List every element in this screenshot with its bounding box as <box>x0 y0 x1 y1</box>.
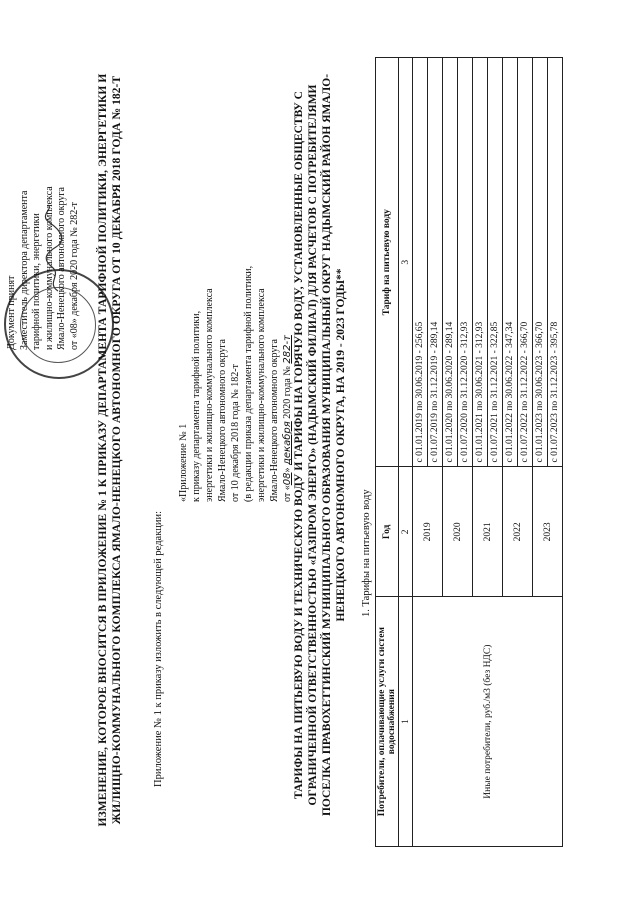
period-cell: с 01.07.2022 по 31.12.2022 - 366,70 <box>518 58 533 467</box>
date-month: декабря <box>282 421 293 466</box>
approval-stamp-text <box>6 20 81 350</box>
period-cell: с 01.01.2023 по 30.06.2023 - 366,70 <box>533 58 548 467</box>
header-year: Год <box>376 467 399 597</box>
appendix-line: Ямало-Ненецкого автономного округа <box>217 339 228 502</box>
period-cell: с 01.01.2020 по 30.06.2020 - 289,14 <box>443 58 458 467</box>
year-cell: 2023 <box>533 467 563 597</box>
period-cell: с 01.07.2021 по 31.12.2021 - 322,85 <box>488 58 503 467</box>
header-tariff: Тариф на питьевую воду <box>376 58 399 467</box>
date-year: 2020 года № <box>282 366 293 419</box>
date-number: 282-т <box>282 335 293 364</box>
period-cell: с 01.01.2022 по 30.06.2022 - 347,34 <box>503 58 518 467</box>
appendix-line: к приказу департамента тарифной политики, <box>191 310 202 502</box>
appendix-header <box>177 202 294 502</box>
col-number: 1 <box>399 597 413 847</box>
stamp-line: Документ принят <box>6 275 17 350</box>
year-cell: 2019 <box>413 467 443 597</box>
stamp-line: и жилищно-коммунального комплекса <box>43 186 55 350</box>
col-number: 2 <box>399 467 413 597</box>
year-cell: 2020 <box>443 467 473 597</box>
period-cell: с 01.01.2019 по 30.06.2019 - 256,65 <box>413 58 428 467</box>
tariff-table <box>375 57 563 847</box>
appendix-line: Ямало-Ненецкого автономного округа <box>269 339 280 502</box>
period-cell: с 01.07.2020 по 31.12.2020 - 312,93 <box>458 58 473 467</box>
consumer-cell: Иные потребители, руб./м3 (без НДС) <box>413 597 563 847</box>
date-day: 08 <box>282 472 293 486</box>
appendix-date-line: от «08» декабря 2020 года № 282-т <box>282 335 293 502</box>
table-header-row <box>376 58 399 847</box>
year-cell: 2022 <box>503 467 533 597</box>
period-cell: с 01.07.2023 по 31.12.2023 - 395,78 <box>548 58 563 467</box>
appendix-line: (в редакции приказа департамента тарифной политики, <box>243 265 254 502</box>
appendix-line: энергетики и жилищно-коммунального комплекса <box>256 288 267 502</box>
tariff-title: ТАРИФЫ НА ПИТЬЕВУЮ ВОДУ И ТЕХНИЧЕСКУЮ ВОДУ И ТАРИФЫ НА ГОРЯЧУЮ ВОДУ, УСТАНОВЛЕННЫЕ ОБЩЕСТВУ С ОГРАНИЧЕННОЙ ОТВЕТСТВЕННОСТЬЮ «ГАЗПРОМ ЭНЕРГО» (НАДЫМСКИЙ ФИЛИАЛ) ДЛЯ РАСЧЕТОВ С ПОТРЕБИТЕЛЯМИ ПОСЕЛКА ПРАВОХЕТТИНСКИЙ МУНИЦИПАЛЬНОГО ОБРАЗОВАНИЯ МУНИЦИПАЛЬНЫЙ ОКРУГ НАДЫМСКИЙ РАЙОН ЯМАЛО-НЕНЕЦКОГО АВТОНОМНОГО ОКРУГА, НА 2019 - 2023 ГОДЫ** <box>293 73 347 817</box>
period-cell: с 01.01.2021 по 30.06.2021 - 312,93 <box>473 58 488 467</box>
stamp-line: Ямало-Ненецкого автономного округа <box>56 187 67 350</box>
stamp-line: от «08» декабря 2020 года № 282-т <box>68 202 80 350</box>
section-title: 1. Тарифы на питьевую воду <box>361 489 372 617</box>
appendix-line: от 10 декабря 2018 года № 182-т <box>230 364 241 502</box>
header-consumers: Потребители, оплачивающие услуги систем водоснабжения <box>376 597 399 847</box>
main-title: ИЗМЕНЕНИЕ, КОТОРОЕ ВНОСИТСЯ В ПРИЛОЖЕНИЕ № 1 К ПРИКАЗУ ДЕПАРТАМЕНТА ТАРИФНОЙ ПОЛИТИКИ, ЭНЕРГЕТИКИ И ЖИЛИЩНО-КОММУНАЛЬНОГО КОМПЛЕКСА ЯМАЛО-НЕНЕЦКОГО АВТОНОМНОГО ОКРУГА ОТ 10 ДЕКАБРЯ 2018 ГОДА № 182-Т <box>97 73 123 827</box>
year-cell: 2021 <box>473 467 503 597</box>
appendix-line: «Приложение № 1 <box>178 423 189 502</box>
stamp-line: Заместитель директора департамента <box>18 190 30 350</box>
table-row <box>413 58 428 847</box>
stamp-line: тарифной политики, энергетики <box>31 213 42 350</box>
appendix-line: энергетики и жилищно-коммунального комплекса <box>204 288 215 502</box>
period-cell: с 01.07.2019 по 31.12.2019 - 289,14 <box>428 58 443 467</box>
date-prefix: от <box>282 492 293 502</box>
intro-text: Приложение № 1 к приказу изложить в следующей редакции: <box>153 510 164 787</box>
signature-scribble <box>44 203 64 293</box>
table-column-numbers <box>399 58 413 847</box>
col-number: 3 <box>399 58 413 467</box>
